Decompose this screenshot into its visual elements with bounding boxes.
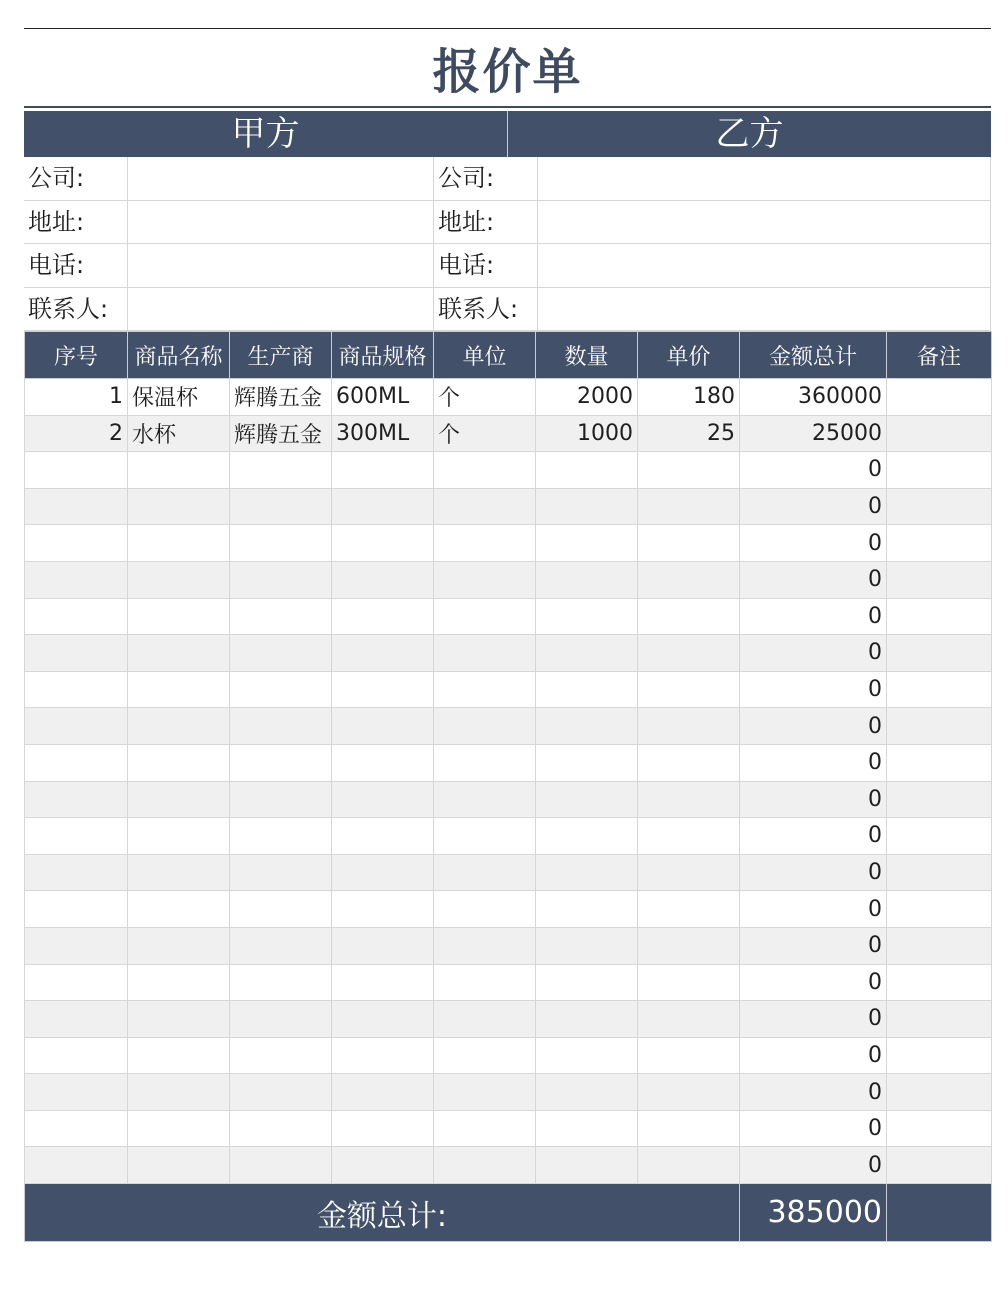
item-rows bbox=[25, 379, 992, 1184]
unit-price-cell[interactable] bbox=[638, 452, 740, 489]
amount-cell[interactable]: 0 bbox=[740, 891, 887, 928]
unit-price-cell[interactable] bbox=[638, 964, 740, 1001]
remark-cell[interactable] bbox=[887, 1001, 992, 1038]
column-header-serial: 序号 bbox=[25, 332, 128, 379]
table-row bbox=[25, 1110, 992, 1147]
party-b-company-field[interactable] bbox=[537, 157, 991, 200]
table-row bbox=[25, 708, 992, 745]
quantity-cell[interactable] bbox=[536, 891, 638, 928]
quantity-cell[interactable] bbox=[536, 1110, 638, 1147]
manufacturer-cell[interactable] bbox=[230, 525, 332, 562]
spec-cell[interactable] bbox=[332, 818, 434, 855]
unit-price-cell[interactable] bbox=[638, 671, 740, 708]
table-row bbox=[25, 781, 992, 818]
spec-cell[interactable] bbox=[332, 964, 434, 1001]
quantity-cell[interactable] bbox=[536, 1074, 638, 1111]
remark-cell[interactable] bbox=[887, 1110, 992, 1147]
unit-price-cell[interactable]: 25 bbox=[638, 415, 740, 452]
column-header-amount-total: 金额总计 bbox=[740, 332, 887, 379]
spec-cell[interactable] bbox=[332, 1147, 434, 1184]
amount-cell[interactable]: 0 bbox=[740, 927, 887, 964]
table-row bbox=[25, 1001, 992, 1038]
spec-cell[interactable] bbox=[332, 1037, 434, 1074]
product-name-cell[interactable] bbox=[128, 525, 230, 562]
unit-cell[interactable] bbox=[434, 635, 536, 672]
serial-cell[interactable] bbox=[25, 1001, 128, 1038]
quantity-cell[interactable] bbox=[536, 488, 638, 525]
unit-price-cell[interactable] bbox=[638, 854, 740, 891]
top-rule bbox=[24, 28, 991, 29]
amount-cell[interactable]: 0 bbox=[740, 452, 887, 489]
unit-price-cell[interactable] bbox=[638, 561, 740, 598]
amount-cell[interactable]: 0 bbox=[740, 1074, 887, 1111]
remark-cell[interactable] bbox=[887, 1037, 992, 1074]
quantity-cell[interactable] bbox=[536, 525, 638, 562]
serial-cell[interactable] bbox=[25, 452, 128, 489]
quantity-cell[interactable] bbox=[536, 561, 638, 598]
remark-cell[interactable] bbox=[887, 891, 992, 928]
quantity-cell[interactable] bbox=[536, 1001, 638, 1038]
unit-cell[interactable] bbox=[434, 854, 536, 891]
unit-cell[interactable] bbox=[434, 598, 536, 635]
column-header-manufacturer: 生产商 bbox=[230, 332, 332, 379]
unit-cell[interactable] bbox=[434, 671, 536, 708]
remark-cell[interactable] bbox=[887, 1147, 992, 1184]
amount-cell[interactable]: 0 bbox=[740, 561, 887, 598]
spec-cell[interactable] bbox=[332, 744, 434, 781]
amount-cell[interactable]: 0 bbox=[740, 671, 887, 708]
amount-cell[interactable]: 25000 bbox=[740, 415, 887, 452]
table-row bbox=[25, 488, 992, 525]
unit-cell[interactable] bbox=[434, 1037, 536, 1074]
table-row bbox=[25, 927, 992, 964]
serial-cell[interactable] bbox=[25, 598, 128, 635]
table-header-row bbox=[25, 332, 992, 379]
product-name-cell[interactable] bbox=[128, 452, 230, 489]
party-b-contact-field[interactable] bbox=[537, 288, 991, 331]
amount-cell[interactable]: 0 bbox=[740, 854, 887, 891]
quantity-cell[interactable] bbox=[536, 452, 638, 489]
column-header-unit-price: 单价 bbox=[638, 332, 740, 379]
product-name-cell[interactable] bbox=[128, 927, 230, 964]
spec-cell[interactable]: 300ML bbox=[332, 415, 434, 452]
quantity-cell[interactable] bbox=[536, 781, 638, 818]
quotation-sheet bbox=[24, 111, 991, 1242]
unit-cell[interactable] bbox=[434, 891, 536, 928]
spec-cell[interactable] bbox=[332, 635, 434, 672]
table-row bbox=[25, 964, 992, 1001]
party-a-contact-field[interactable] bbox=[127, 288, 434, 331]
unit-cell[interactable]: 个 bbox=[434, 379, 536, 416]
quantity-cell[interactable] bbox=[536, 744, 638, 781]
table-row bbox=[25, 1074, 992, 1111]
remark-cell[interactable] bbox=[887, 744, 992, 781]
column-header-unit: 单位 bbox=[434, 332, 536, 379]
unit-price-cell[interactable]: 180 bbox=[638, 379, 740, 416]
serial-cell[interactable] bbox=[25, 927, 128, 964]
serial-cell[interactable] bbox=[25, 488, 128, 525]
product-name-cell[interactable] bbox=[128, 781, 230, 818]
table-row bbox=[25, 561, 992, 598]
serial-cell[interactable] bbox=[25, 561, 128, 598]
party-b-contact-label: 联系人: bbox=[438, 294, 519, 323]
table-row bbox=[25, 379, 992, 416]
serial-cell[interactable] bbox=[25, 708, 128, 745]
remark-cell[interactable] bbox=[887, 488, 992, 525]
serial-cell[interactable]: 1 bbox=[25, 379, 128, 416]
unit-price-cell[interactable] bbox=[638, 1110, 740, 1147]
product-name-cell[interactable] bbox=[128, 1147, 230, 1184]
manufacturer-cell[interactable] bbox=[230, 854, 332, 891]
table-row bbox=[25, 1147, 992, 1184]
serial-cell[interactable] bbox=[25, 854, 128, 891]
manufacturer-cell[interactable]: 辉腾五金 bbox=[230, 379, 332, 416]
spec-cell[interactable] bbox=[332, 488, 434, 525]
quantity-cell[interactable] bbox=[536, 1037, 638, 1074]
unit-cell[interactable] bbox=[434, 927, 536, 964]
unit-price-cell[interactable] bbox=[638, 1074, 740, 1111]
manufacturer-cell[interactable]: 辉腾五金 bbox=[230, 415, 332, 452]
remark-cell[interactable] bbox=[887, 1074, 992, 1111]
unit-cell[interactable] bbox=[434, 1074, 536, 1111]
amount-cell[interactable]: 0 bbox=[740, 1037, 887, 1074]
manufacturer-cell[interactable] bbox=[230, 781, 332, 818]
manufacturer-cell[interactable] bbox=[230, 1147, 332, 1184]
spec-cell[interactable] bbox=[332, 708, 434, 745]
serial-cell[interactable] bbox=[25, 781, 128, 818]
spec-cell[interactable] bbox=[332, 561, 434, 598]
spec-cell[interactable] bbox=[332, 671, 434, 708]
party-b-phone-label: 电话: bbox=[438, 251, 495, 279]
product-name-cell[interactable] bbox=[128, 854, 230, 891]
spec-cell[interactable] bbox=[332, 1074, 434, 1111]
unit-cell[interactable] bbox=[434, 781, 536, 818]
serial-cell[interactable] bbox=[25, 818, 128, 855]
remark-cell[interactable] bbox=[887, 452, 992, 489]
table-row bbox=[25, 635, 992, 672]
manufacturer-cell[interactable] bbox=[230, 561, 332, 598]
manufacturer-cell[interactable] bbox=[230, 1110, 332, 1147]
title-rule bbox=[24, 106, 991, 108]
spec-cell[interactable]: 600ML bbox=[332, 379, 434, 416]
serial-cell[interactable] bbox=[25, 891, 128, 928]
amount-cell[interactable]: 0 bbox=[740, 744, 887, 781]
unit-price-cell[interactable] bbox=[638, 1147, 740, 1184]
unit-cell[interactable] bbox=[434, 708, 536, 745]
table-row bbox=[25, 671, 992, 708]
quantity-cell[interactable]: 1000 bbox=[536, 415, 638, 452]
manufacturer-cell[interactable] bbox=[230, 891, 332, 928]
remark-cell[interactable] bbox=[887, 708, 992, 745]
product-name-cell[interactable] bbox=[128, 1001, 230, 1038]
unit-cell[interactable] bbox=[434, 1001, 536, 1038]
party-a-address-field[interactable] bbox=[127, 201, 434, 244]
remark-cell[interactable] bbox=[887, 854, 992, 891]
serial-cell[interactable]: 2 bbox=[25, 415, 128, 452]
info-row-company bbox=[24, 157, 991, 201]
column-header-spec: 商品规格 bbox=[332, 332, 434, 379]
amount-cell[interactable]: 0 bbox=[740, 488, 887, 525]
unit-price-cell[interactable] bbox=[638, 927, 740, 964]
party-a-phone-field[interactable] bbox=[127, 244, 434, 287]
total-row bbox=[25, 1184, 992, 1242]
unit-cell[interactable] bbox=[434, 488, 536, 525]
item-table bbox=[24, 331, 992, 1242]
amount-cell[interactable]: 0 bbox=[740, 1110, 887, 1147]
grand-total-value: 385000 bbox=[740, 1184, 887, 1242]
unit-cell[interactable] bbox=[434, 452, 536, 489]
product-name-cell[interactable] bbox=[128, 598, 230, 635]
manufacturer-cell[interactable] bbox=[230, 1001, 332, 1038]
spec-cell[interactable] bbox=[332, 1001, 434, 1038]
column-header-product-name: 商品名称 bbox=[128, 332, 230, 379]
table-row bbox=[25, 1037, 992, 1074]
manufacturer-cell[interactable] bbox=[230, 488, 332, 525]
party-a-contact-label: 联系人: bbox=[28, 294, 109, 323]
table-row bbox=[25, 415, 992, 452]
info-row-contact bbox=[24, 288, 991, 332]
product-name-cell[interactable]: 保温杯 bbox=[128, 379, 230, 416]
remark-cell[interactable] bbox=[887, 415, 992, 452]
product-name-cell[interactable]: 水杯 bbox=[128, 415, 230, 452]
product-name-cell[interactable] bbox=[128, 488, 230, 525]
unit-price-cell[interactable] bbox=[638, 1037, 740, 1074]
serial-cell[interactable] bbox=[25, 964, 128, 1001]
party-header-row bbox=[24, 111, 991, 157]
product-name-cell[interactable] bbox=[128, 891, 230, 928]
quantity-cell[interactable] bbox=[536, 818, 638, 855]
party-b-phone-field[interactable] bbox=[537, 244, 991, 287]
manufacturer-cell[interactable] bbox=[230, 818, 332, 855]
remark-cell[interactable] bbox=[887, 379, 992, 416]
spec-cell[interactable] bbox=[332, 927, 434, 964]
product-name-cell[interactable] bbox=[128, 1110, 230, 1147]
party-b-address-label: 地址: bbox=[438, 207, 495, 236]
column-header-remark: 备注 bbox=[887, 332, 992, 379]
remark-cell[interactable] bbox=[887, 964, 992, 1001]
unit-cell[interactable] bbox=[434, 964, 536, 1001]
party-a-heading: 甲方 bbox=[231, 114, 300, 154]
manufacturer-cell[interactable] bbox=[230, 452, 332, 489]
amount-cell[interactable]: 0 bbox=[740, 635, 887, 672]
party-a-address-label: 地址: bbox=[28, 207, 85, 236]
amount-cell[interactable]: 0 bbox=[740, 964, 887, 1001]
info-row-address bbox=[24, 201, 991, 245]
serial-cell[interactable] bbox=[25, 525, 128, 562]
unit-cell[interactable] bbox=[434, 744, 536, 781]
manufacturer-cell[interactable] bbox=[230, 598, 332, 635]
table-row bbox=[25, 744, 992, 781]
spec-cell[interactable] bbox=[332, 525, 434, 562]
product-name-cell[interactable] bbox=[128, 671, 230, 708]
unit-price-cell[interactable] bbox=[638, 598, 740, 635]
quantity-cell[interactable]: 2000 bbox=[536, 379, 638, 416]
unit-price-cell[interactable] bbox=[638, 525, 740, 562]
product-name-cell[interactable] bbox=[128, 964, 230, 1001]
remark-cell[interactable] bbox=[887, 927, 992, 964]
unit-price-cell[interactable] bbox=[638, 1001, 740, 1038]
unit-price-cell[interactable] bbox=[638, 781, 740, 818]
product-name-cell[interactable] bbox=[128, 635, 230, 672]
amount-cell[interactable]: 0 bbox=[740, 708, 887, 745]
unit-cell[interactable] bbox=[434, 561, 536, 598]
table-row bbox=[25, 525, 992, 562]
grand-total-label: 金额总计: bbox=[25, 1184, 740, 1242]
spec-cell[interactable] bbox=[332, 891, 434, 928]
remark-cell[interactable] bbox=[887, 561, 992, 598]
manufacturer-cell[interactable] bbox=[230, 744, 332, 781]
unit-cell[interactable] bbox=[434, 1110, 536, 1147]
amount-cell[interactable]: 360000 bbox=[740, 379, 887, 416]
product-name-cell[interactable] bbox=[128, 744, 230, 781]
manufacturer-cell[interactable] bbox=[230, 927, 332, 964]
serial-cell[interactable] bbox=[25, 744, 128, 781]
manufacturer-cell[interactable] bbox=[230, 1037, 332, 1074]
unit-price-cell[interactable] bbox=[638, 635, 740, 672]
serial-cell[interactable] bbox=[25, 671, 128, 708]
amount-cell[interactable]: 0 bbox=[740, 818, 887, 855]
quantity-cell[interactable] bbox=[536, 598, 638, 635]
party-b-heading: 乙方 bbox=[507, 111, 991, 157]
party-a-company-label: 公司: bbox=[28, 164, 85, 192]
unit-price-cell[interactable] bbox=[638, 708, 740, 745]
table-row bbox=[25, 854, 992, 891]
party-a-company-field[interactable] bbox=[127, 157, 434, 200]
manufacturer-cell[interactable] bbox=[230, 964, 332, 1001]
spec-cell[interactable] bbox=[332, 452, 434, 489]
unit-cell[interactable] bbox=[434, 525, 536, 562]
serial-cell[interactable] bbox=[25, 635, 128, 672]
serial-cell[interactable] bbox=[25, 1147, 128, 1184]
manufacturer-cell[interactable] bbox=[230, 708, 332, 745]
column-header-quantity: 数量 bbox=[536, 332, 638, 379]
table-row bbox=[25, 452, 992, 489]
serial-cell[interactable] bbox=[25, 1110, 128, 1147]
grand-total-remark bbox=[887, 1184, 992, 1242]
table-row bbox=[25, 598, 992, 635]
unit-cell[interactable]: 个 bbox=[434, 415, 536, 452]
party-b-address-field[interactable] bbox=[537, 201, 991, 244]
party-a-phone-label: 电话: bbox=[28, 251, 85, 279]
quantity-cell[interactable] bbox=[536, 1147, 638, 1184]
unit-cell[interactable] bbox=[434, 1147, 536, 1184]
spec-cell[interactable] bbox=[332, 781, 434, 818]
unit-price-cell[interactable] bbox=[638, 488, 740, 525]
manufacturer-cell[interactable] bbox=[230, 635, 332, 672]
spec-cell[interactable] bbox=[332, 854, 434, 891]
party-b-company-label: 公司: bbox=[438, 164, 495, 192]
manufacturer-cell[interactable] bbox=[230, 1074, 332, 1111]
remark-cell[interactable] bbox=[887, 818, 992, 855]
serial-cell[interactable] bbox=[25, 1074, 128, 1111]
document-title: 报价单 bbox=[432, 44, 583, 100]
info-row-phone bbox=[24, 244, 991, 288]
spec-cell[interactable] bbox=[332, 1110, 434, 1147]
quantity-cell[interactable] bbox=[536, 635, 638, 672]
remark-cell[interactable] bbox=[887, 635, 992, 672]
amount-cell[interactable]: 0 bbox=[740, 781, 887, 818]
quantity-cell[interactable] bbox=[536, 964, 638, 1001]
serial-cell[interactable] bbox=[25, 1037, 128, 1074]
product-name-cell[interactable] bbox=[128, 1037, 230, 1074]
remark-cell[interactable] bbox=[887, 525, 992, 562]
product-name-cell[interactable] bbox=[128, 818, 230, 855]
table-row bbox=[25, 818, 992, 855]
product-name-cell[interactable] bbox=[128, 708, 230, 745]
quantity-cell[interactable] bbox=[536, 671, 638, 708]
amount-cell[interactable]: 0 bbox=[740, 1001, 887, 1038]
product-name-cell[interactable] bbox=[128, 1074, 230, 1111]
amount-cell[interactable]: 0 bbox=[740, 598, 887, 635]
quantity-cell[interactable] bbox=[536, 927, 638, 964]
unit-price-cell[interactable] bbox=[638, 891, 740, 928]
amount-cell[interactable]: 0 bbox=[740, 1147, 887, 1184]
remark-cell[interactable] bbox=[887, 598, 992, 635]
remark-cell[interactable] bbox=[887, 781, 992, 818]
quantity-cell[interactable] bbox=[536, 708, 638, 745]
unit-cell[interactable] bbox=[434, 818, 536, 855]
unit-price-cell[interactable] bbox=[638, 744, 740, 781]
product-name-cell[interactable] bbox=[128, 561, 230, 598]
remark-cell[interactable] bbox=[887, 671, 992, 708]
spec-cell[interactable] bbox=[332, 598, 434, 635]
unit-price-cell[interactable] bbox=[638, 818, 740, 855]
amount-cell[interactable]: 0 bbox=[740, 525, 887, 562]
manufacturer-cell[interactable] bbox=[230, 671, 332, 708]
quantity-cell[interactable] bbox=[536, 854, 638, 891]
table-row bbox=[25, 891, 992, 928]
